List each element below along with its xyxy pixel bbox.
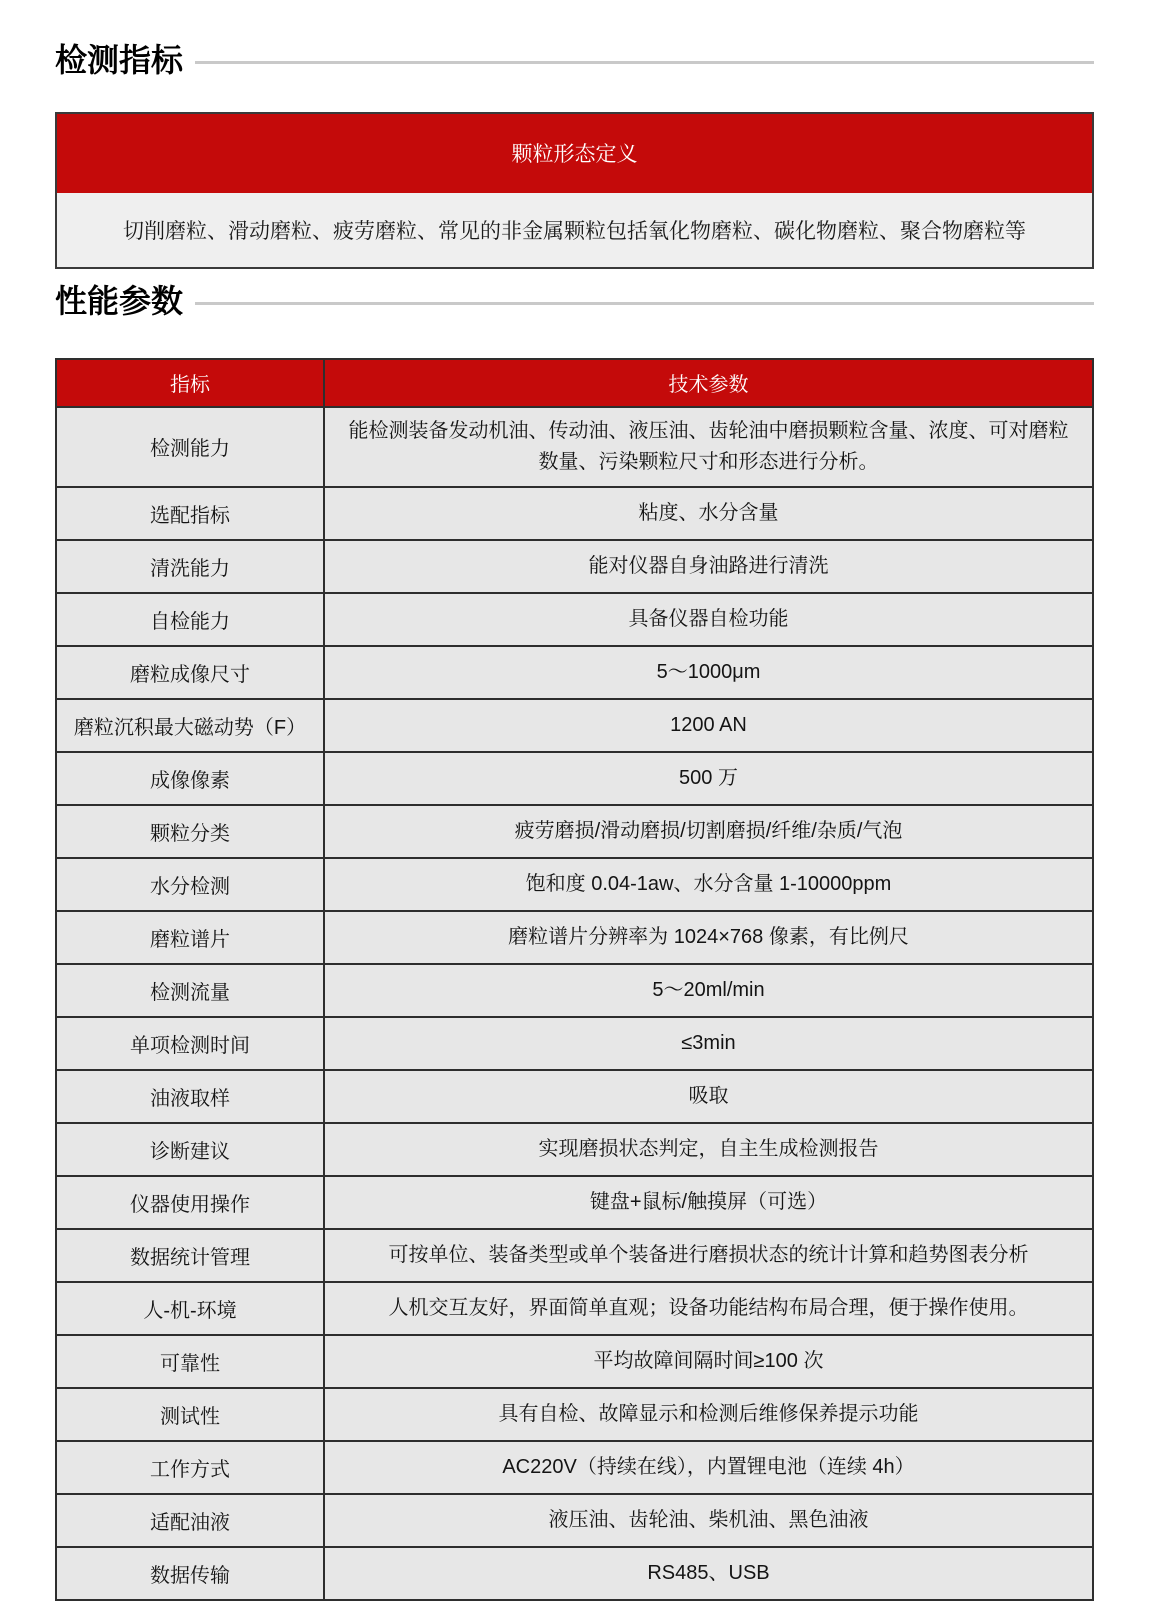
table-row: [56, 487, 1093, 540]
table-row: [56, 540, 1093, 593]
table-row: [56, 1123, 1093, 1176]
row-label: 检测流量: [56, 964, 324, 1017]
table-row: [56, 1070, 1093, 1123]
row-label: 磨粒谱片: [56, 911, 324, 964]
row-label: 可靠性: [56, 1335, 324, 1388]
row-label: 数据传输: [56, 1547, 324, 1600]
section-heading-performance: [55, 283, 1094, 320]
row-label: 仪器使用操作: [56, 1176, 324, 1229]
row-value: 能对仪器自身油路进行清洗: [324, 540, 1093, 593]
section-title-detection: 检测指标: [55, 42, 184, 78]
row-value: 平均故障间隔时间≥100 次: [324, 1335, 1093, 1388]
table-row: [56, 911, 1093, 964]
row-value: 液压油、齿轮油、柴机油、黑色油液: [324, 1494, 1093, 1547]
row-value: 实现磨损状态判定，自主生成检测报告: [324, 1123, 1093, 1176]
table-header-row: [56, 359, 1093, 407]
row-label: 人-机-环境: [56, 1282, 324, 1335]
row-label: 清洗能力: [56, 540, 324, 593]
row-value: 吸取: [324, 1070, 1093, 1123]
particle-definition-body: 切削磨粒、滑动磨粒、疲劳磨粒、常见的非金属颗粒包括氧化物磨粒、碳化物磨粒、聚合物磨粒等: [57, 193, 1092, 267]
row-value: 能检测装备发动机油、传动油、液压油、齿轮油中磨损颗粒含量、浓度、可对磨粒数量、污染颗粒尺寸和形态进行分析。: [324, 407, 1093, 487]
table-row: [56, 646, 1093, 699]
row-label: 工作方式: [56, 1441, 324, 1494]
heading-rule: [195, 61, 1094, 64]
table-row: [56, 407, 1093, 487]
heading-rule: [195, 302, 1094, 305]
row-label: 检测能力: [56, 407, 324, 487]
spec-table: [55, 358, 1094, 1601]
row-value: 1200 AN: [324, 699, 1093, 752]
row-label: 水分检测: [56, 858, 324, 911]
row-value: 5～20ml/min: [324, 964, 1093, 1017]
row-label: 诊断建议: [56, 1123, 324, 1176]
row-value: 500 万: [324, 752, 1093, 805]
table-row: [56, 752, 1093, 805]
table-row: [56, 964, 1093, 1017]
row-label: 适配油液: [56, 1494, 324, 1547]
row-label: 磨粒沉积最大磁动势（F）: [56, 699, 324, 752]
table-row: [56, 1176, 1093, 1229]
row-value: 人机交互友好，界面简单直观；设备功能结构布局合理，便于操作使用。: [324, 1282, 1093, 1335]
column-header-parameter: 技术参数: [324, 359, 1093, 407]
table-row: [56, 1388, 1093, 1441]
row-value: 具有自检、故障显示和检测后维修保养提示功能: [324, 1388, 1093, 1441]
row-label: 磨粒成像尺寸: [56, 646, 324, 699]
row-value: 饱和度 0.04-1aw、水分含量 1-10000ppm: [324, 858, 1093, 911]
row-label: 选配指标: [56, 487, 324, 540]
table-row: [56, 1282, 1093, 1335]
table-row: [56, 858, 1093, 911]
row-label: 单项检测时间: [56, 1017, 324, 1070]
row-value: 具备仪器自检功能: [324, 593, 1093, 646]
section-title-performance: 性能参数: [55, 282, 184, 319]
row-value: 可按单位、装备类型或单个装备进行磨损状态的统计计算和趋势图表分析: [324, 1229, 1093, 1282]
spec-page: [0, 42, 1149, 1601]
row-label: 颗粒分类: [56, 805, 324, 858]
table-row: [56, 1335, 1093, 1388]
row-value: AC220V（持续在线），内置锂电池（连续 4h）: [324, 1441, 1093, 1494]
table-row: [56, 1441, 1093, 1494]
table-row: [56, 1229, 1093, 1282]
particle-definition-box: [55, 112, 1094, 269]
row-value: 键盘+鼠标/触摸屏（可选）: [324, 1176, 1093, 1229]
column-header-indicator: 指标: [56, 359, 324, 407]
row-value: RS485、USB: [324, 1547, 1093, 1600]
table-row: [56, 805, 1093, 858]
row-value: 磨粒谱片分辨率为 1024×768 像素，有比例尺: [324, 911, 1093, 964]
row-label: 油液取样: [56, 1070, 324, 1123]
table-row: [56, 1547, 1093, 1600]
row-value: ≤3min: [324, 1017, 1093, 1070]
particle-definition-header: 颗粒形态定义: [57, 114, 1092, 193]
table-row: [56, 593, 1093, 646]
spec-table-body: [56, 407, 1093, 1600]
table-row: [56, 1494, 1093, 1547]
table-row: [56, 699, 1093, 752]
section-heading-detection: [55, 42, 1094, 79]
row-value: 粘度、水分含量: [324, 487, 1093, 540]
row-label: 自检能力: [56, 593, 324, 646]
row-label: 数据统计管理: [56, 1229, 324, 1282]
table-row: [56, 1017, 1093, 1070]
row-value: 5～1000μm: [324, 646, 1093, 699]
row-label: 测试性: [56, 1388, 324, 1441]
row-value: 疲劳磨损/滑动磨损/切割磨损/纤维/杂质/气泡: [324, 805, 1093, 858]
row-label: 成像像素: [56, 752, 324, 805]
